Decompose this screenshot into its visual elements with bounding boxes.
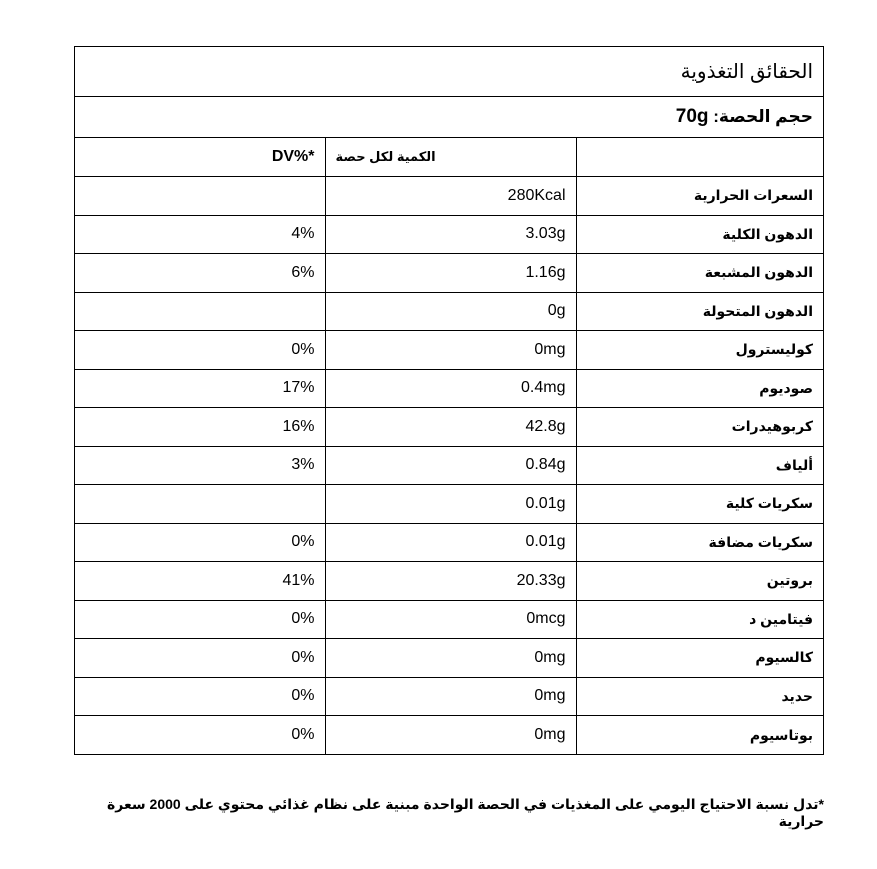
amount-cell: 42.8g (325, 408, 576, 447)
table-header-row (75, 138, 823, 177)
amount-column-header: الكمية لكل حصة (325, 138, 576, 177)
amount-cell: 0mg (325, 677, 576, 716)
nutrient-column-header (576, 138, 823, 177)
nutrient-name-cell: بروتين (576, 562, 823, 601)
amount-cell: 0.4mg (325, 369, 576, 408)
table-row (75, 177, 823, 216)
table-row (75, 215, 823, 254)
table-row (75, 523, 823, 562)
amount-cell: 0mg (325, 331, 576, 370)
daily-value-cell: 3% (75, 446, 325, 485)
table-row (75, 369, 823, 408)
daily-value-cell: 0% (75, 600, 325, 639)
amount-cell: 0mcg (325, 600, 576, 639)
nutrition-facts-panel (74, 46, 824, 755)
amount-cell: 0.01g (325, 523, 576, 562)
nutrient-name-cell: الدهون الكلية (576, 215, 823, 254)
table-row (75, 639, 823, 678)
table-row (75, 331, 823, 370)
amount-cell: 0.01g (325, 485, 576, 524)
daily-value-cell (75, 177, 325, 216)
amount-cell: 0mg (325, 716, 576, 755)
daily-value-cell (75, 485, 325, 524)
daily-value-cell: 16% (75, 408, 325, 447)
table-row (75, 292, 823, 331)
amount-cell: 20.33g (325, 562, 576, 601)
nutrition-facts-title: الحقائق التغذوية (75, 47, 823, 97)
amount-cell: 280Kcal (325, 177, 576, 216)
table-row (75, 254, 823, 293)
nutrition-table (75, 138, 823, 754)
nutrient-name-cell: الدهون المشبعة (576, 254, 823, 293)
nutrient-name-cell: سكريات كلية (576, 485, 823, 524)
daily-value-cell: 0% (75, 639, 325, 678)
amount-cell: 3.03g (325, 215, 576, 254)
table-row (75, 485, 823, 524)
serving-size-row (75, 97, 823, 138)
table-row (75, 446, 823, 485)
nutrient-name-cell: حديد (576, 677, 823, 716)
nutrient-name-cell: كالسيوم (576, 639, 823, 678)
daily-value-cell (75, 292, 325, 331)
daily-value-cell: 0% (75, 331, 325, 370)
amount-cell: 0.84g (325, 446, 576, 485)
nutrient-name-cell: صوديوم (576, 369, 823, 408)
nutrient-name-cell: كربوهيدرات (576, 408, 823, 447)
amount-cell: 0mg (325, 639, 576, 678)
serving-size-value: 70g (675, 106, 709, 127)
daily-value-cell: 6% (75, 254, 325, 293)
table-row (75, 600, 823, 639)
daily-value-cell: 0% (75, 716, 325, 755)
nutrient-name-cell: فيتامين د (576, 600, 823, 639)
nutrient-name-cell: كوليسترول (576, 331, 823, 370)
amount-cell: 0g (325, 292, 576, 331)
daily-value-cell: 0% (75, 523, 325, 562)
table-row (75, 716, 823, 755)
serving-size-label: حجم الحصة: (713, 107, 813, 126)
nutrient-name-cell: ألياف (576, 446, 823, 485)
dv-column-header: DV%* (75, 138, 325, 177)
daily-value-footnote: *تدل نسبة الاحتياج اليومي على المغذيات في الحصة الواحدة مبنية على نظام غذائي محتوي على 2000 سعرة حرارية (106, 796, 824, 829)
table-row (75, 408, 823, 447)
table-row (75, 562, 823, 601)
amount-cell: 1.16g (325, 254, 576, 293)
nutrient-name-cell: بوتاسيوم (576, 716, 823, 755)
table-row (75, 677, 823, 716)
daily-value-cell: 4% (75, 215, 325, 254)
daily-value-cell: 17% (75, 369, 325, 408)
nutrient-name-cell: السعرات الحرارية (576, 177, 823, 216)
daily-value-cell: 0% (75, 677, 325, 716)
daily-value-cell: 41% (75, 562, 325, 601)
nutrient-name-cell: سكريات مضافة (576, 523, 823, 562)
nutrient-name-cell: الدهون المتحولة (576, 292, 823, 331)
